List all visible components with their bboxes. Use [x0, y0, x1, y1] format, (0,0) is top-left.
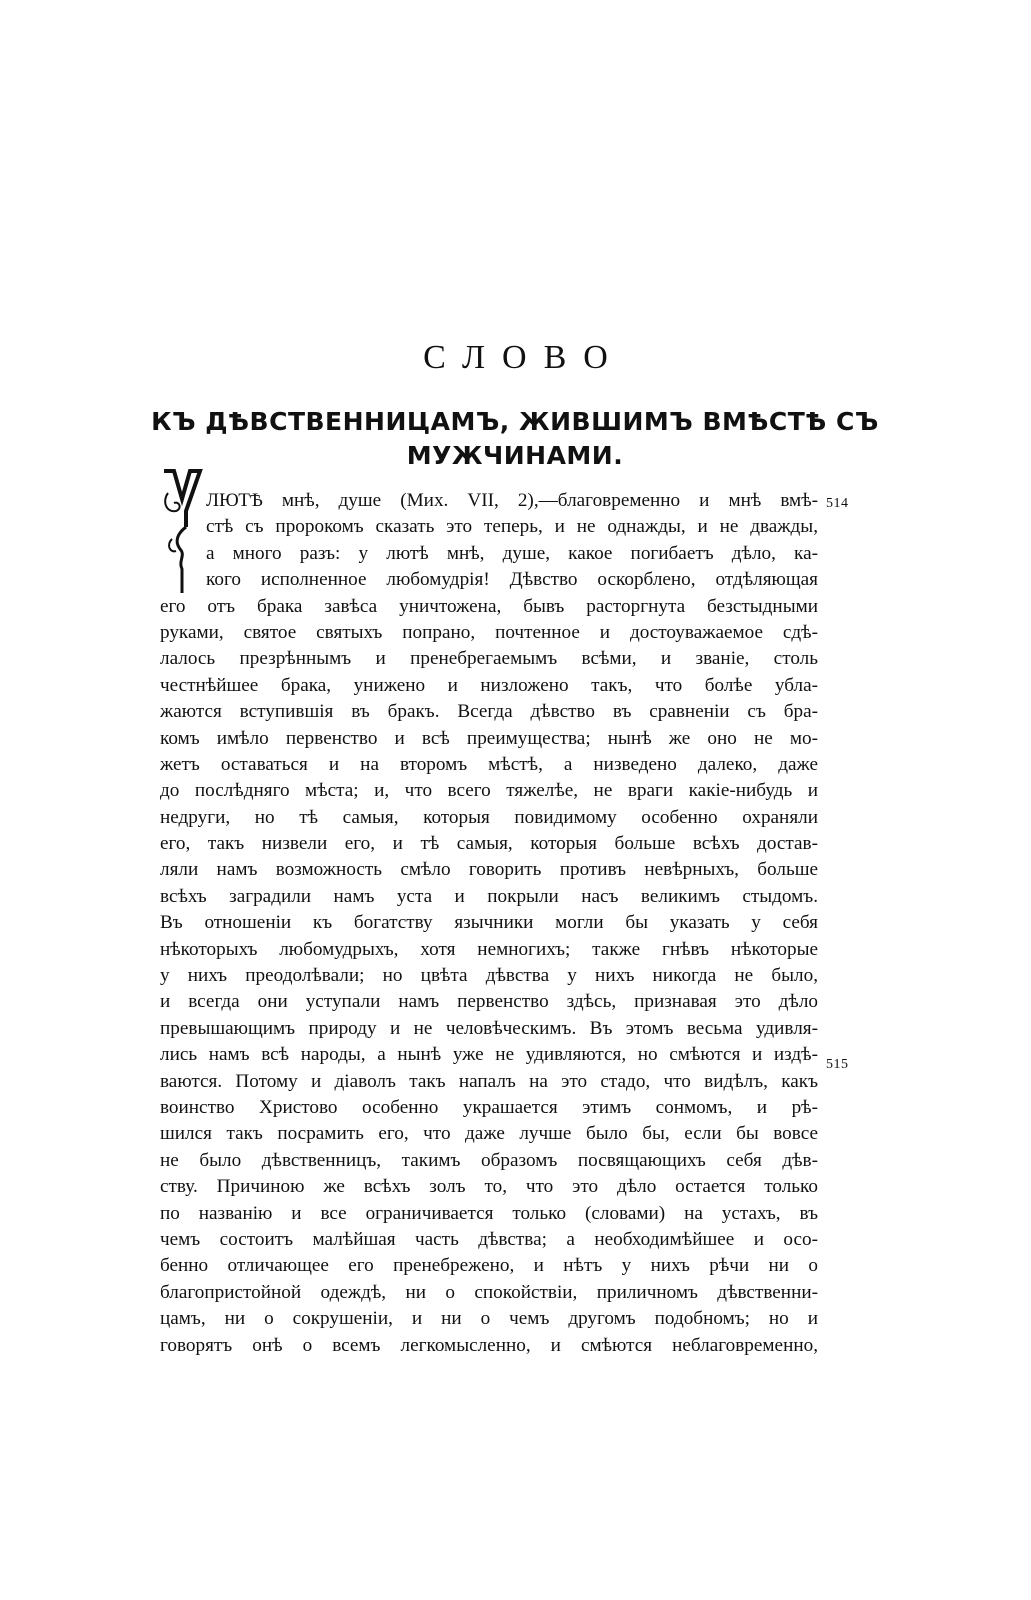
text-line: стѣ съ пророкомъ сказать это теперь, и не однажды, и не дважды, — [206, 516, 818, 538]
text-line: жаются вступившія въ бракъ. Всегда дѣвство въ сравненіи съ бра- — [160, 701, 818, 723]
margin-page-number: 515 — [826, 1057, 849, 1072]
text-line: говорятъ онѣ о всемъ легкомысленно, и смѣются неблаговременно, — [160, 1334, 818, 1356]
text-line: и всегда они уступали намъ первенство здѣсь, признавая это дѣло — [160, 991, 818, 1013]
page-subtitle: КЪ ДѢВСТВЕННИЦАМЪ, ЖИВШИМЪ ВМѢСТѢ СЪ МУЖЧИНАМИ. — [151, 407, 879, 470]
text-line: у нихъ преодолѣвали; но цвѣта дѣвства у нихъ никогда не было, — [160, 965, 818, 987]
text-line: шился такъ посрамить его, что даже лучше было бы, если бы вовсе — [160, 1123, 818, 1145]
text-line: нѣкоторыхъ любомудрыхъ, хотя немногихъ; также гнѣвъ нѣкоторые — [160, 938, 818, 960]
text-line: его отъ брака завѣса уничтожена, бывъ расторгнута безстыдными — [160, 595, 818, 617]
text-line: ЛЮТѢ мнѣ, душе (Мих. VII, 2),—благовременно и мнѣ вмѣ- — [206, 490, 818, 511]
text-line: а много разъ: у лютѣ мнѣ, душе, какое погибаетъ дѣло, ка- — [206, 542, 818, 564]
text-line: всѣхъ заградили намъ уста и покрыли насъ великимъ стыдомъ. — [160, 885, 818, 907]
text-line: лалось презрѣннымъ и пренебрегаемымъ всѣми, и званіе, столь — [160, 648, 818, 670]
text-line: превышающимъ природу и не человѣческимъ. Въ этомъ весьма удивля- — [160, 1017, 818, 1039]
text-line: его, такъ низвели его, и тѣ самыя, которыя больше всѣхъ достав- — [160, 833, 818, 855]
page-title: СЛОВО — [423, 339, 625, 376]
text-line: лись намъ всѣ народы, а нынѣ уже не удивляются, но смѣются и издѣ- — [160, 1044, 818, 1066]
text-line: не было дѣвственницъ, такимъ образомъ посвящающихъ себя дѣв- — [160, 1149, 818, 1171]
text-line: жетъ оставаться и на второмъ мѣстѣ, а низведено далеко, даже — [160, 753, 818, 775]
text-line: комъ имѣло первенство и всѣ преимущества; нынѣ же оно не мо- — [160, 727, 818, 749]
text-line: воинство Христово особенно украшается этимъ сонмомъ, и рѣ- — [160, 1096, 818, 1118]
text-line: недруги, но тѣ самыя, которыя повидимому особенно охраняли — [160, 806, 818, 828]
text-line: цамъ, ни о сокрушеніи, и ни о чемъ другомъ подобномъ; но и — [160, 1308, 818, 1330]
text-line: честнѣйшее брака, унижено и низложено такъ, что болѣе ублa- — [160, 674, 818, 696]
text-line: ваются. Потому и діаволъ такъ напалъ на это стадо, что видѣлъ, какъ — [160, 1070, 818, 1092]
text-line: чемъ состоитъ малѣйшая часть дѣвства; а необходимѣйшее и осо- — [160, 1228, 818, 1250]
margin-page-number: 514 — [826, 496, 849, 511]
text-line: ству. Причиною же всѣхъ золъ то, что это дѣло остается только — [160, 1176, 818, 1198]
text-line: до послѣдняго мѣста; и, что всего тяжелѣе, не враги какіе-нибудь и — [160, 780, 818, 802]
text-line: руками, святое святыхъ попрано, почтенное и достоуважаемое сдѣ- — [160, 621, 818, 643]
text-line: по названію и все ограничивается только (словами) на устахъ, въ — [160, 1202, 818, 1224]
text-line: кого исполненное любомудрія! Дѣвство оскорблено, отдѣляющая — [206, 569, 818, 591]
text-line: благопристойной одеждѣ, ни о спокойствіи, приличномъ дѣвственни- — [160, 1281, 818, 1303]
body-text — [160, 488, 818, 1359]
text-line: Въ отношеніи къ богатству язычники могли бы указать у себя — [160, 912, 818, 934]
text-line: ляли намъ возможность смѣло говорить противъ невѣрныхъ, больше — [160, 859, 818, 881]
text-line: бенно отличающее его пренебрежено, и нѣтъ у нихъ рѣчи ни о — [160, 1255, 818, 1277]
